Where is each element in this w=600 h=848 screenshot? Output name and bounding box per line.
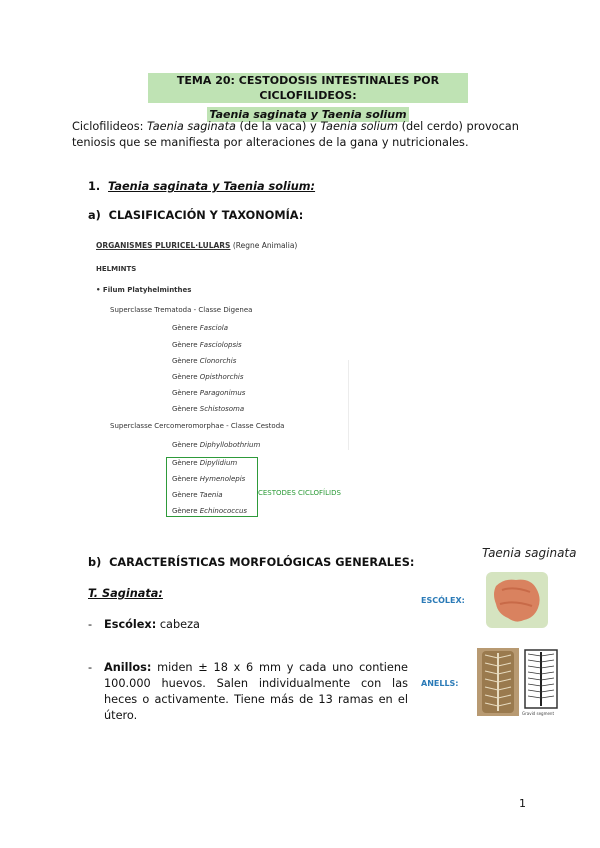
bullet-dash: - xyxy=(88,618,93,631)
genus-name: Taenia xyxy=(199,491,223,499)
escolex-text: cabeza xyxy=(156,618,200,631)
genus-item xyxy=(172,405,244,413)
proglottid-diagram xyxy=(521,648,561,710)
section-a-heading xyxy=(88,209,303,222)
figure-title: Taenia saginata xyxy=(482,546,577,560)
intro-species-1: Taenia saginata xyxy=(147,120,236,133)
intro-text-2: (de la vaca) y xyxy=(235,120,321,133)
genus-word: Gènere xyxy=(172,405,198,413)
genus-word: Gènere xyxy=(172,459,198,467)
genus-name: Fasciolopsis xyxy=(199,341,242,349)
genus-item xyxy=(172,357,236,365)
genus-word: Gènere xyxy=(172,373,198,381)
page-number: 1 xyxy=(519,797,526,810)
genus-item xyxy=(172,441,260,449)
section-b-heading xyxy=(88,556,414,569)
anillos-bullet xyxy=(88,660,408,724)
section-1-number: 1. xyxy=(88,180,101,193)
proglottid-caption: Gravid segment xyxy=(522,711,555,716)
genus-item xyxy=(172,373,244,381)
taxonomy-kingdom-rest: (Regne Animalia) xyxy=(230,241,298,250)
taxonomy-filum-text: Filum Platyhelminthes xyxy=(102,286,192,294)
genus-word: Gènere xyxy=(172,475,198,483)
genus-word: Gènere xyxy=(172,441,198,449)
title-line-1: TEMA 20: CESTODOSIS INTESTINALES POR CICLOFILIDEOS: xyxy=(148,73,468,103)
genus-name: Dipylidium xyxy=(199,459,238,467)
proglottid-image xyxy=(477,648,519,716)
scolex-image xyxy=(486,572,548,628)
taxonomy-kingdom-bold: ORGANISMES PLURICEL·LULARS xyxy=(96,241,231,250)
genus-item xyxy=(172,324,228,332)
taxonomy-filum: • Filum Platyhelminthes xyxy=(96,286,192,294)
cestodes-highlight-box xyxy=(166,457,258,517)
taxonomy-superclass-cestoda: Superclasse Cercomeromorphae - Classe Cestoda xyxy=(110,422,285,430)
intro-text-1: Ciclofilideos: xyxy=(72,120,147,133)
genus-name: Echinococcus xyxy=(199,507,248,515)
intro-paragraph xyxy=(72,119,542,151)
genus-item xyxy=(172,389,245,397)
taxonomy-helminths: HELMINTS xyxy=(96,265,137,273)
genus-name: Schistosoma xyxy=(199,405,245,413)
genus-name: Paragonimus xyxy=(199,389,246,397)
genus-name: Fasciola xyxy=(199,324,229,332)
intro-text-3: (del cerdo) provocan teniosis que se manifiesta por alteraciones de la gana y nutricionales. xyxy=(72,120,519,149)
escolex-label: Escólex: xyxy=(104,618,157,631)
t-saginata-heading: T. Saginata: xyxy=(88,587,163,600)
escolex-bullet xyxy=(88,617,408,633)
taxonomy-superclass-trematoda: Superclasse Trematoda - Classe Digenea xyxy=(110,306,253,314)
genus-word: Gènere xyxy=(172,341,198,349)
section-1-heading xyxy=(88,180,315,193)
genus-name: Clonorchis xyxy=(199,357,237,365)
figure-edge-line xyxy=(348,360,349,450)
section-a-text: CLASIFICACIÓN Y TAXONOMÍA: xyxy=(108,209,304,222)
cestodes-label: CESTODES CICLOFÍLIDS xyxy=(258,489,341,497)
genus-name: Hymenolepis xyxy=(199,475,246,483)
section-b-label: b) xyxy=(88,556,102,569)
anillos-text: miden ± 18 x 6 mm y cada uno contiene 100.000 huevos. Salen individualmente con las heces o activamente. Tiene más de 13 ramas en el útero. xyxy=(104,661,408,722)
bullet-dash: - xyxy=(88,661,93,674)
taxonomy-kingdom xyxy=(96,241,297,250)
intro-species-2: Taenia solium xyxy=(320,120,398,133)
genus-word: Gènere xyxy=(172,357,198,365)
genus-word: Gènere xyxy=(172,324,198,332)
figure-label-anells: ANELLS: xyxy=(421,679,459,688)
genus-word: Gènere xyxy=(172,389,198,397)
anillos-label: Anillos: xyxy=(104,661,152,674)
figure-label-escolex: ESCÓLEX: xyxy=(421,596,465,605)
section-b-text: CARACTERÍSTICAS MORFOLÓGICAS GENERALES: xyxy=(109,556,415,569)
section-1-text: Taenia saginata y Taenia solium: xyxy=(108,180,316,193)
genus-word: Gènere xyxy=(172,507,198,515)
genus-item xyxy=(172,341,242,349)
section-a-label: a) xyxy=(88,209,101,222)
genus-name: Diphyllobothrium xyxy=(199,441,261,449)
title-line-2: Taenia saginata y Taenia solium xyxy=(209,108,407,121)
document-title xyxy=(148,73,468,122)
genus-word: Gènere xyxy=(172,491,198,499)
genus-name: Opisthorchis xyxy=(199,373,244,381)
